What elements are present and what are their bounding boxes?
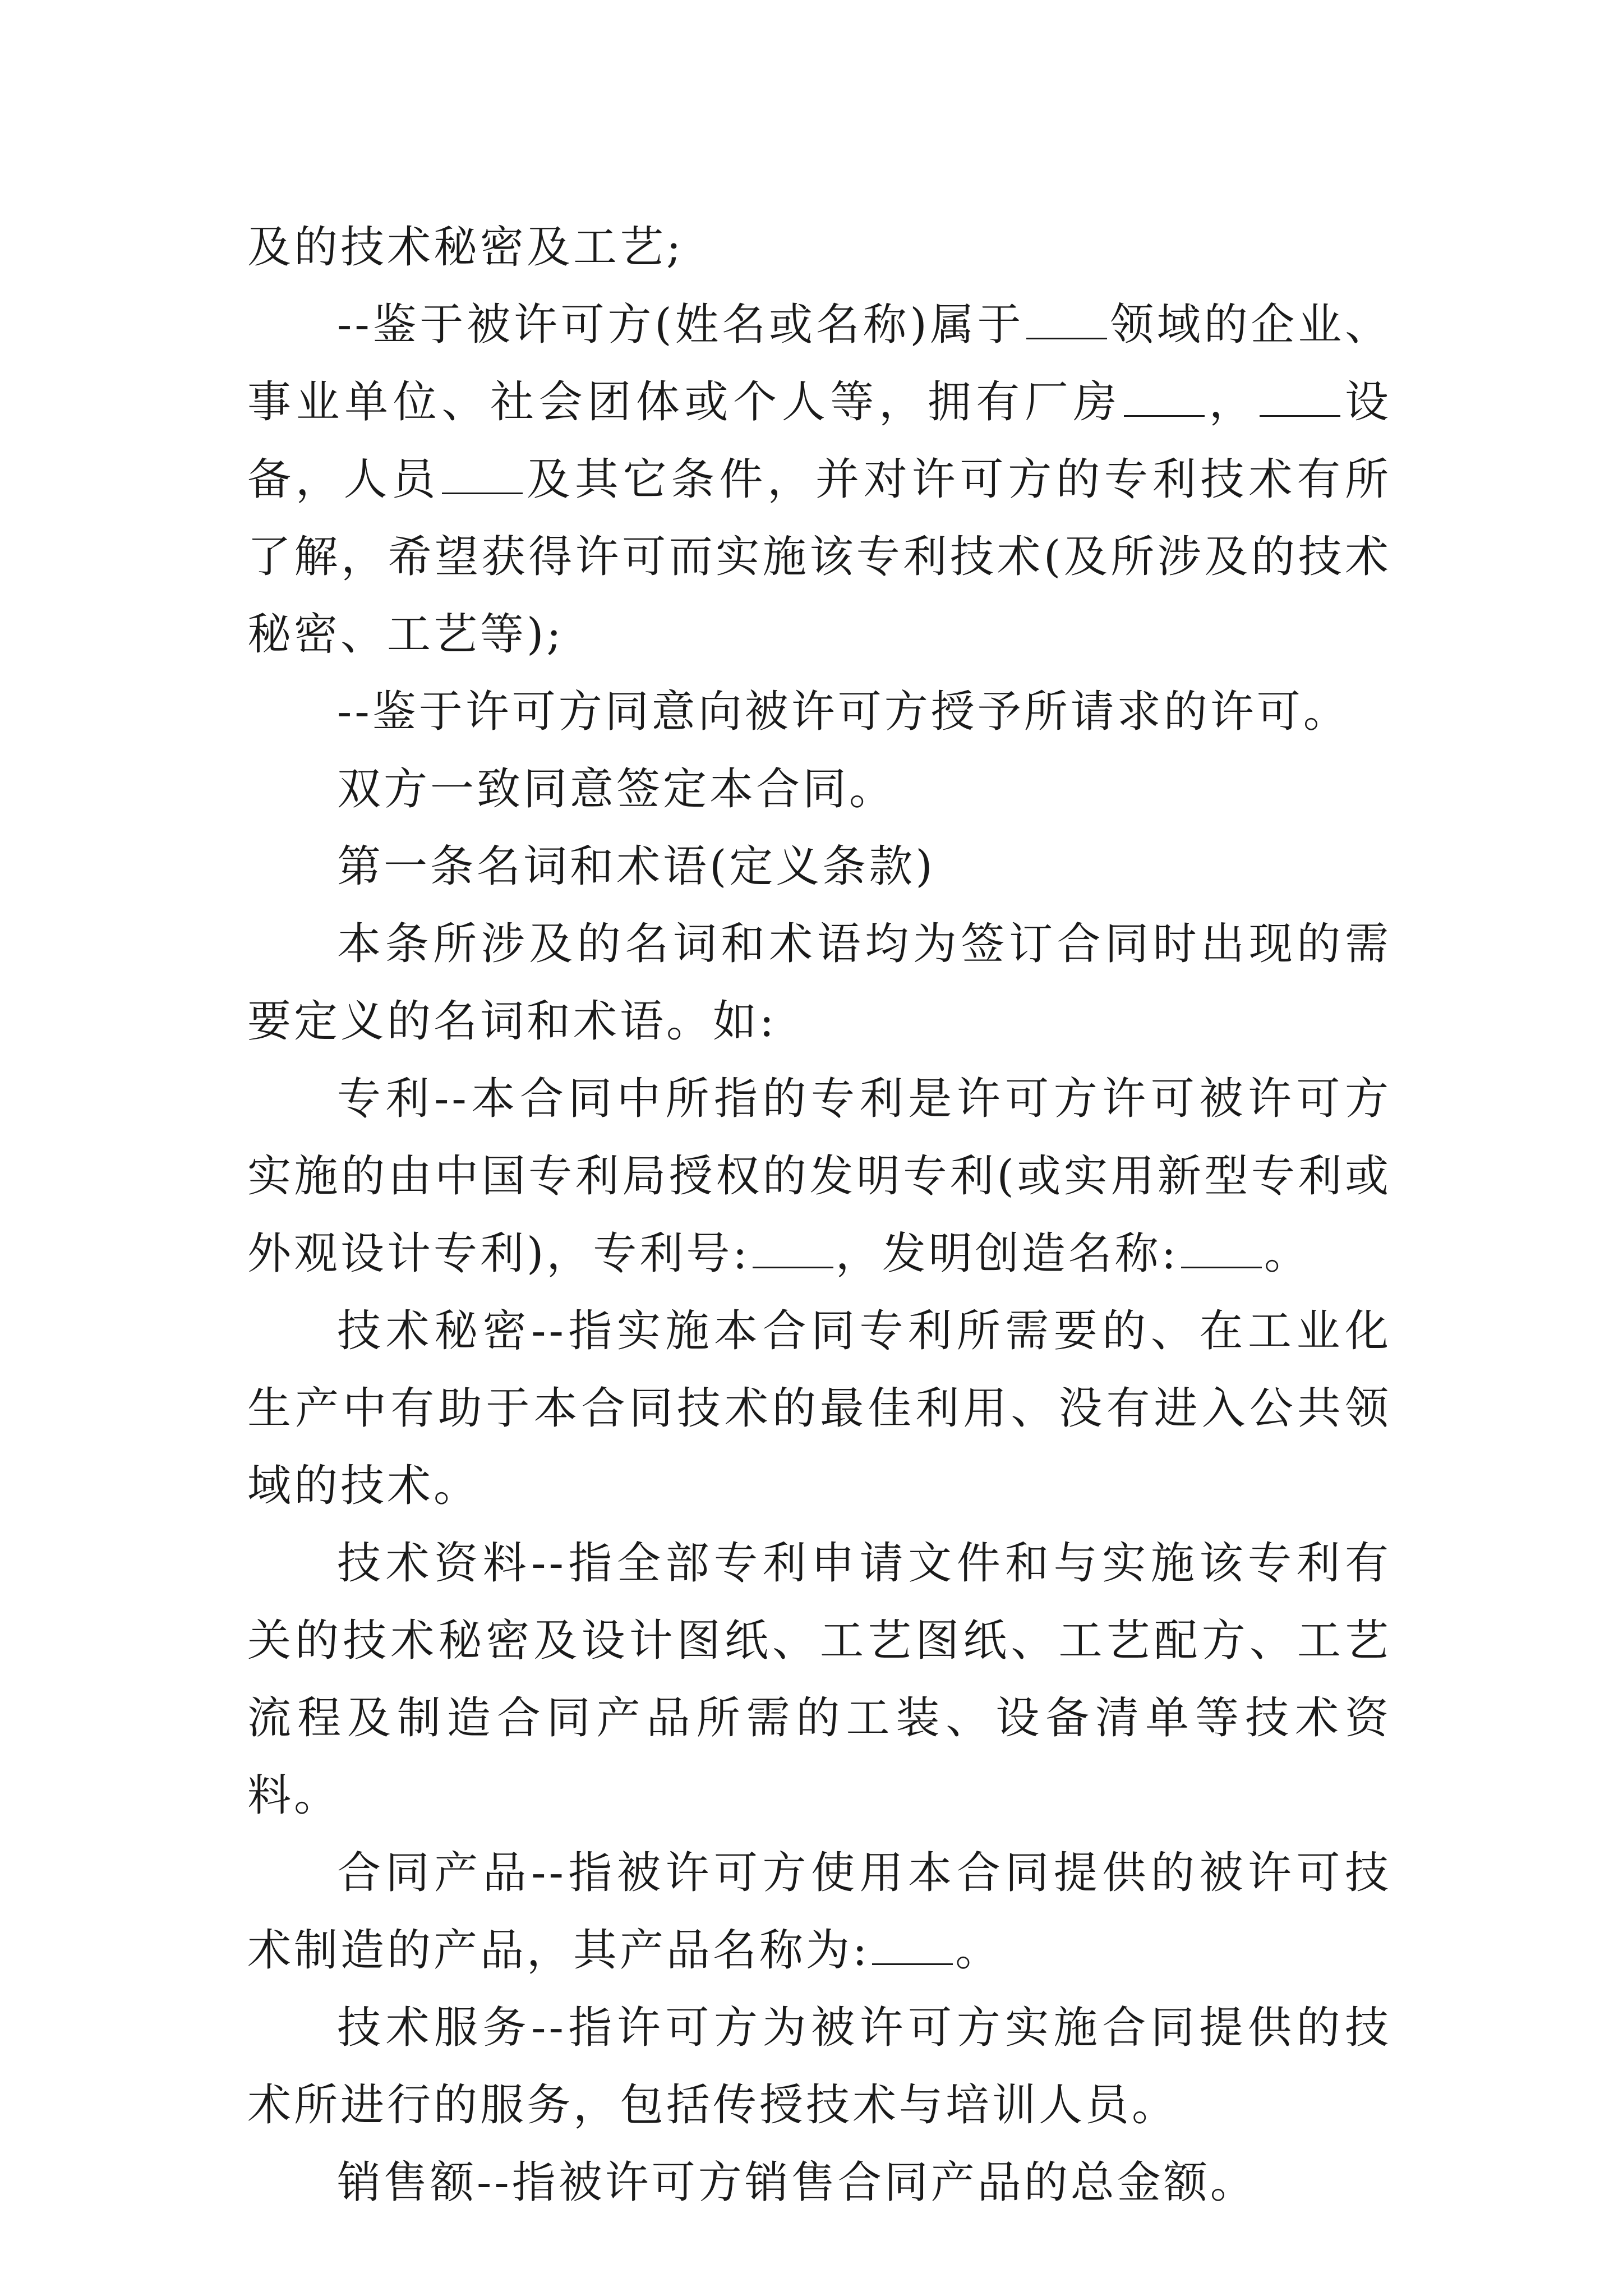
- paragraph-text: 。: [955, 1925, 1002, 1976]
- paragraph-text: 领域的企业、事业单位、社会团体或个人等，拥有厂房: [247, 300, 1391, 427]
- fill-in-blank: [1181, 1232, 1262, 1268]
- paragraph-text: 合同产品--指被许可方使用本合同提供的被许可技术制造的产品，其产品名称为:: [247, 1848, 1391, 1976]
- paragraph-text: 销售额--指被许可方销售合同产品的总金额。: [337, 2157, 1257, 2208]
- paragraph: [247, 286, 1391, 673]
- paragraph: [247, 2144, 1391, 2221]
- paragraph: [247, 673, 1391, 751]
- paragraph: [247, 828, 1391, 905]
- paragraph-text: 专利--本合同中所指的专利是许可方许可被许可方实施的由中国专利局授权的发明专利(或实用新型专利或外观设计专利)，专利号:: [247, 1074, 1391, 1279]
- paragraph-text: 技术服务--指许可方为被许可方实施合同提供的技术所进行的服务，包括传授技术与培训人员。: [247, 2003, 1391, 2131]
- fill-in-blank: [1124, 380, 1205, 417]
- paragraph-text: 技术秘密--指实施本合同专利所需要的、在工业化生产中有助于本合同技术的最佳利用、没有进入公共领域的技术。: [247, 1306, 1391, 1511]
- fill-in-blank: [872, 1929, 953, 1965]
- fill-in-blank: [1026, 303, 1107, 339]
- paragraph: [247, 1525, 1391, 1834]
- paragraph: [247, 209, 1391, 286]
- paragraph: [247, 1292, 1391, 1525]
- paragraph-text: 双方一致同意签定本合同。: [337, 764, 896, 815]
- paragraph-text: ，发明创造名称:: [835, 1228, 1179, 1279]
- paragraph: [247, 1989, 1391, 2144]
- contract-text-body: [247, 209, 1391, 2221]
- paragraph-text: --鉴于许可方同意向被许可方授予所请求的许可。: [337, 687, 1350, 737]
- paragraph: [247, 751, 1391, 828]
- paragraph-text: --鉴于被许可方(姓名或名称)属于: [337, 300, 1025, 350]
- paragraph-text: ，: [1207, 377, 1258, 427]
- paragraph: [247, 1834, 1391, 1989]
- paragraph-text: 。: [1264, 1228, 1311, 1279]
- paragraph: [247, 905, 1391, 1060]
- fill-in-blank: [753, 1232, 833, 1268]
- paragraph-text: 及的技术秘密及工艺;: [247, 222, 684, 273]
- fill-in-blank: [1260, 380, 1340, 417]
- paragraph-text: 第一条名词和术语(定义条款): [337, 841, 935, 892]
- paragraph-text: 设备，人员: [247, 377, 1391, 505]
- paragraph-text: 本条所涉及的名词和术语均为签订合同时出现的需要定义的名词和术语。如:: [247, 919, 1391, 1047]
- paragraph-text: 及其它条件，并对许可方的专利技术有所了解，希望获得许可而实施该专利技术(及所涉及的技术秘密、工艺等);: [247, 454, 1391, 660]
- paragraph: [247, 1060, 1391, 1292]
- paragraph-text: 技术资料--指全部专利申请文件和与实施该专利有关的技术秘密及设计图纸、工艺图纸、工艺配方、工艺流程及制造合同产品所需的工装、设备清单等技术资料。: [247, 1538, 1391, 1821]
- fill-in-blank: [442, 458, 523, 494]
